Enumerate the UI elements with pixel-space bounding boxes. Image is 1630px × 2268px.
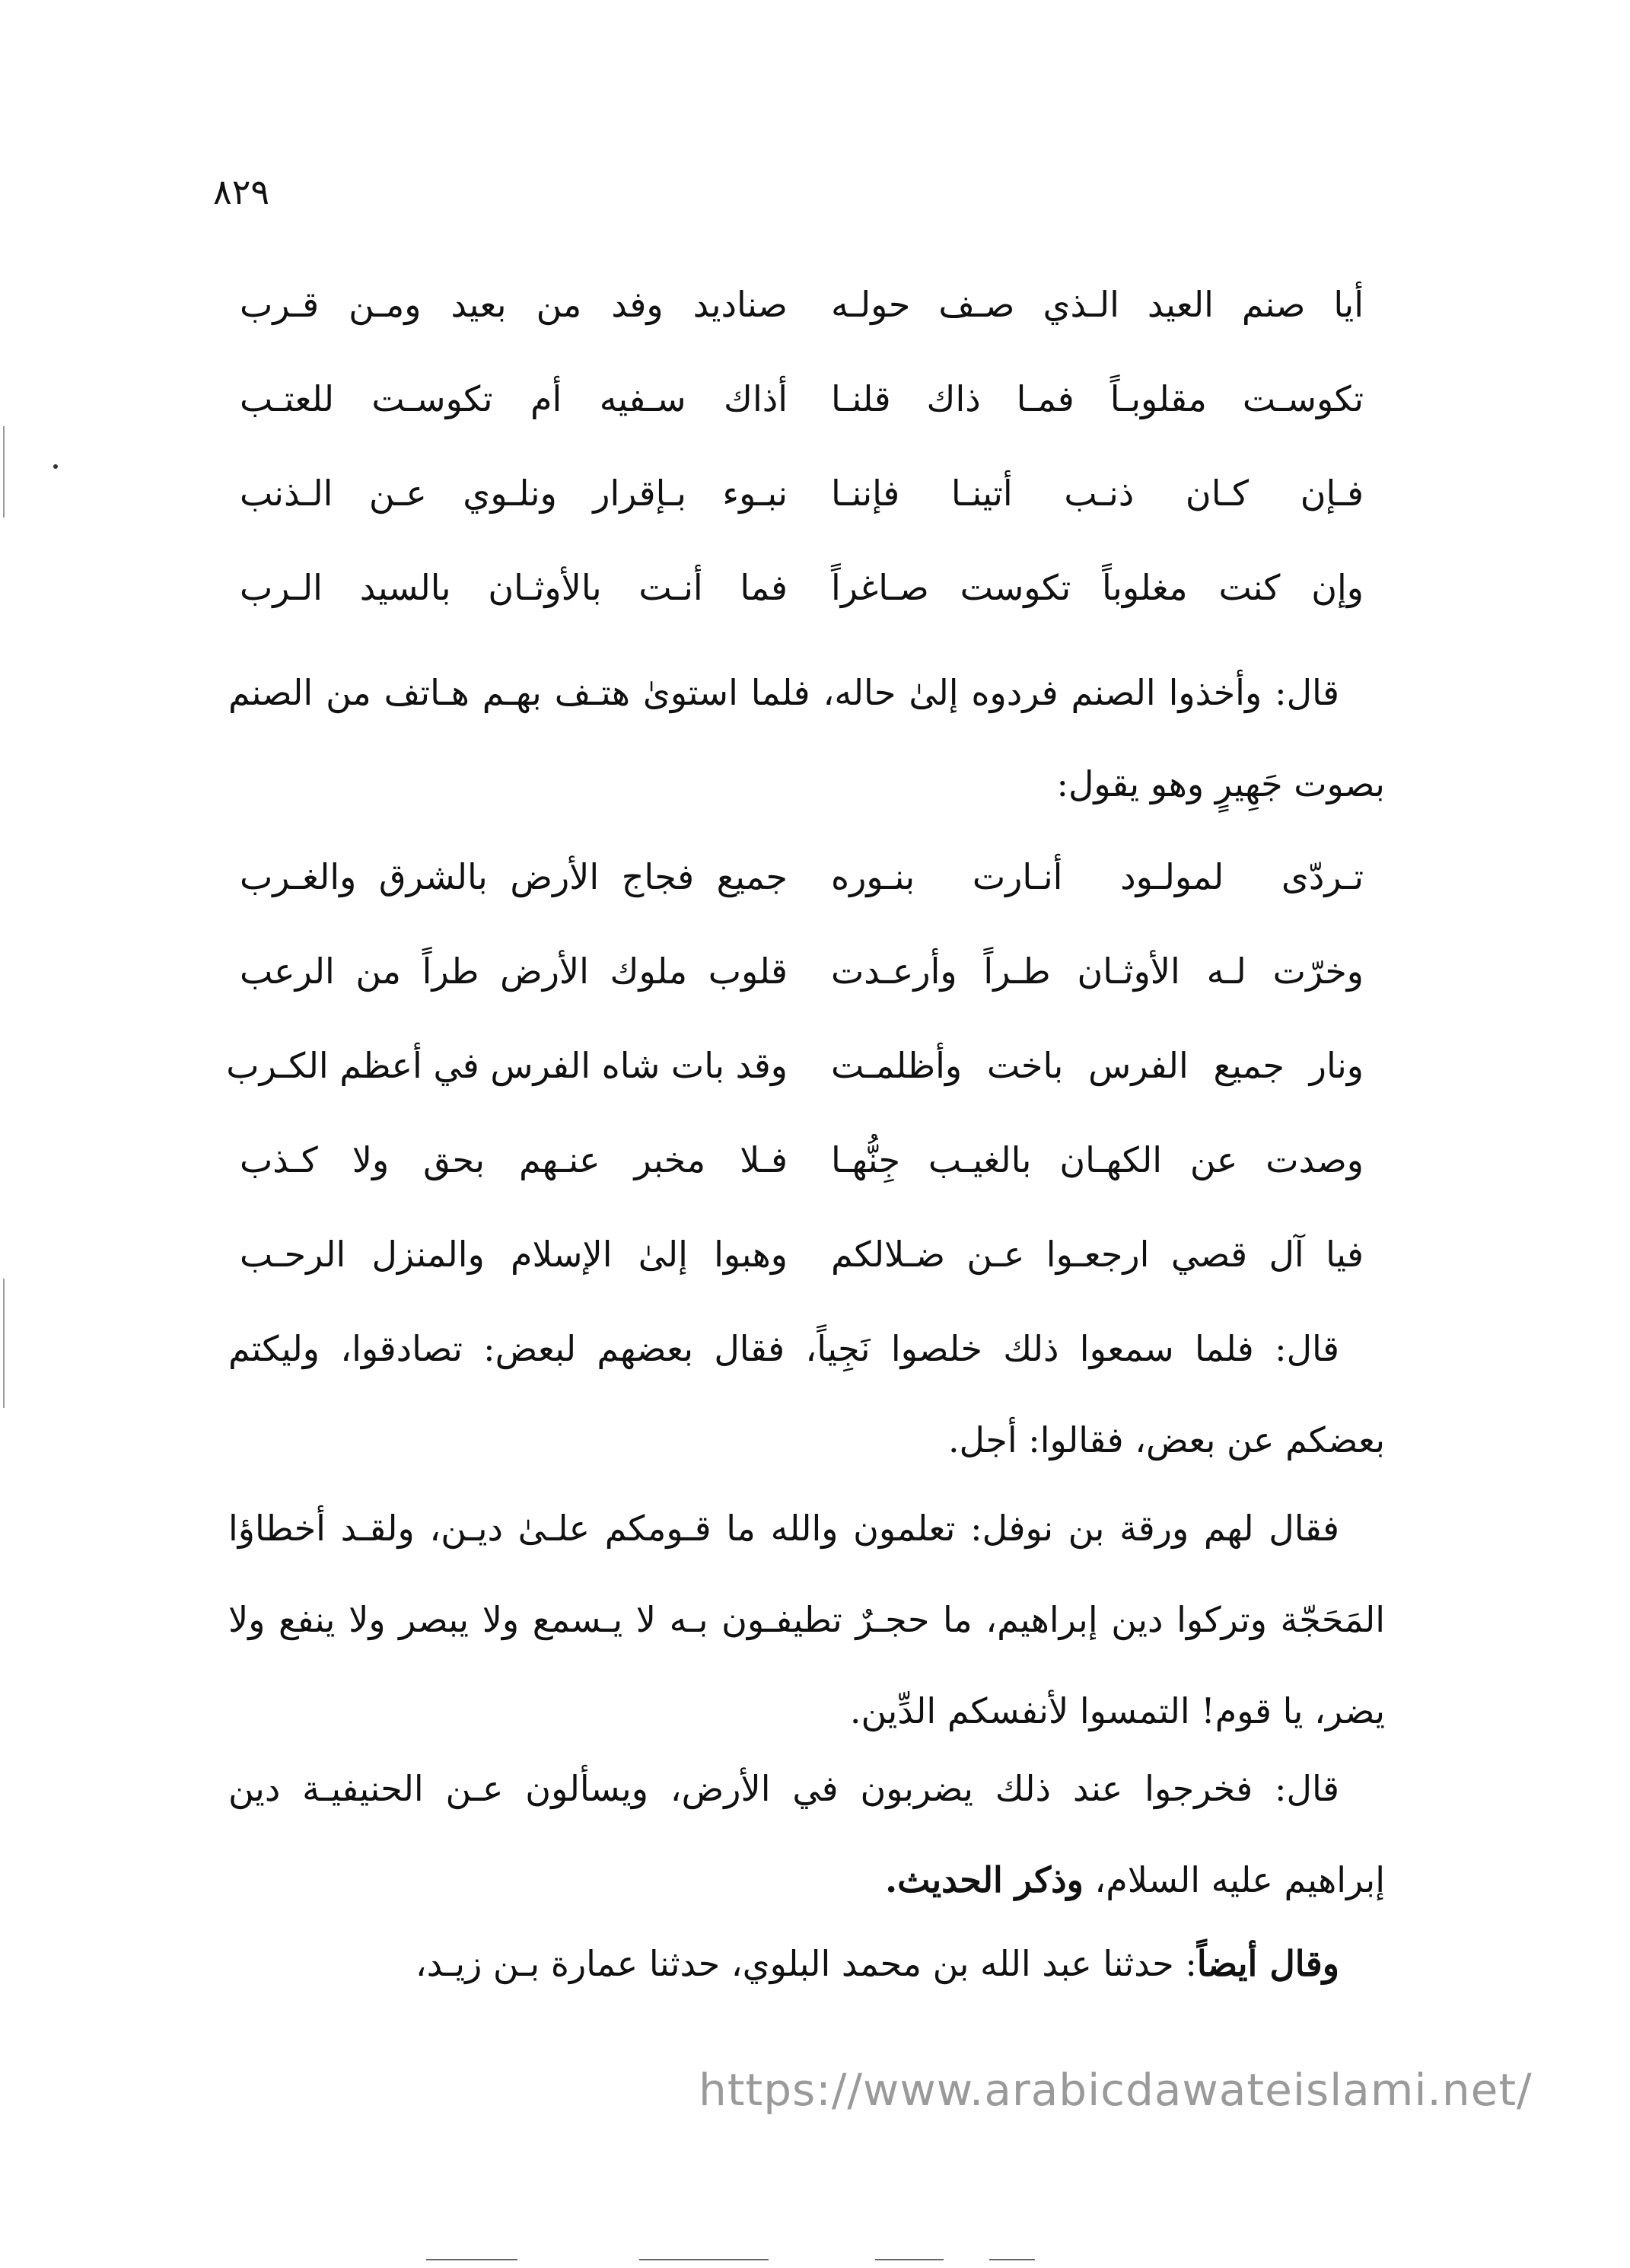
verse-first-hemistich: أيا صنم العيد الـذي صـف حولـه: [831, 284, 1364, 325]
divider: [639, 2259, 769, 2260]
verse-second-hemistich: نبـوء بـإقرار ونلـوي عـن الـذنب: [240, 473, 788, 514]
verse-second-hemistich: قلوب ملوك الأرض طراً من الرعب: [240, 951, 788, 992]
verse-row: [0, 846, 1630, 907]
paragraph: قال: وأخذوا الصنم فردوه إلىٰ حاله، فلما استوىٰ هتـف بهـم هـاتف من الصنم بصوت جَهِيرٍ وهو يقول:: [228, 672, 1385, 804]
divider: [875, 2259, 944, 2260]
verse-first-hemistich: وخرّت لـه الأوثـان طـراً وأرعـدت: [831, 951, 1364, 992]
watermark-url: https://www.arabicdawateislami.net/: [699, 2064, 1533, 2116]
verse-second-hemistich: وهبوا إلىٰ الإسلام والمنزل الرحـب: [240, 1234, 788, 1275]
verse-first-hemistich: فيا آل قصي ارجعـوا عـن ضـلالكم: [831, 1234, 1364, 1275]
verse-second-hemistich: وقد بات شاه الفرس في أعظم الكـرب: [226, 1045, 788, 1086]
verse-first-hemistich: وإن كنت مغلوباً تكوست صـاغراً: [831, 567, 1364, 608]
verse-row: [0, 557, 1630, 618]
verse-first-hemistich: وصدت عن الكهـان بالغيـب جِنُّهـا: [831, 1139, 1364, 1180]
verse-second-hemistich: جميع فجاج الأرض بالشرق والغـرب: [240, 856, 788, 897]
verse-second-hemistich: فما أنـت بالأوثـان بالسيد الـرب: [240, 567, 788, 608]
paragraph: قال: فلما سمعوا ذلك خلصوا نَجِياً، فقال بعضهم لبعض: تصادقوا، وليكتم بعضكم عن بعض، فقالوا: أجل.: [228, 1328, 1385, 1461]
verse-row: [0, 463, 1630, 524]
divider: [989, 2259, 1035, 2260]
verse-row: [0, 1129, 1630, 1190]
verse-first-hemistich: فـإن كـان ذنـب أتينـا فإننـا: [831, 473, 1364, 514]
paragraph: قال: فخرجوا عند ذلك يضربون في الأرض، ويسألون عـن الحنيفيـة دين إبراهيم عليه السلام، وذكر الحديث.: [228, 1768, 1385, 1900]
bold-phrase: وذكر الحديث.: [885, 1859, 1084, 1900]
divider: [426, 2259, 517, 2260]
paragraph: فقال لهم ورقة بن نوفل: تعلمون والله ما قـومكم علـىٰ ديـن، ولقـد أخطاؤا المَحَجّة وتركوا دين إبراهيم، ما حجـرٌ تطيفـون بـه لا يـسمع ولا يبصر ولا ينفع ولا يضر، يا قوم! التمسوا لأنفسكم الدِّين.: [228, 1508, 1385, 1731]
verse-first-hemistich: تكوسـت مقلوبـاً فمـا ذاك قلنـا: [831, 378, 1364, 419]
page-number: ٨٢٩: [213, 171, 270, 212]
paragraph: وقال أيضاً: حدثنا عبد الله بن محمد البلوي، حدثنا عمارة بـن زيـد،: [415, 1943, 1339, 1984]
verse-row: [0, 274, 1630, 335]
verse-second-hemistich: أذاك سـفيه أم تكوسـت للعتـب: [240, 378, 788, 419]
verse-row: [0, 1224, 1630, 1285]
verse-second-hemistich: صناديد وفد من بعيد ومـن قـرب: [240, 284, 788, 325]
verse-first-hemistich: تـردّى لمولـود أنـارت بنـوره: [831, 856, 1364, 897]
verse-first-hemistich: ونار جميع الفرس باخت وأظلمـت: [831, 1045, 1364, 1086]
verse-second-hemistich: فـلا مخبر عنـهم بحق ولا كـذب: [240, 1139, 788, 1180]
verse-row: [0, 1035, 1630, 1096]
margin-scan-mark: [3, 1279, 5, 1408]
verse-row: [0, 368, 1630, 429]
bold-phrase: وقال أيضاً: [1196, 1943, 1339, 1984]
verse-row: [0, 941, 1630, 1002]
